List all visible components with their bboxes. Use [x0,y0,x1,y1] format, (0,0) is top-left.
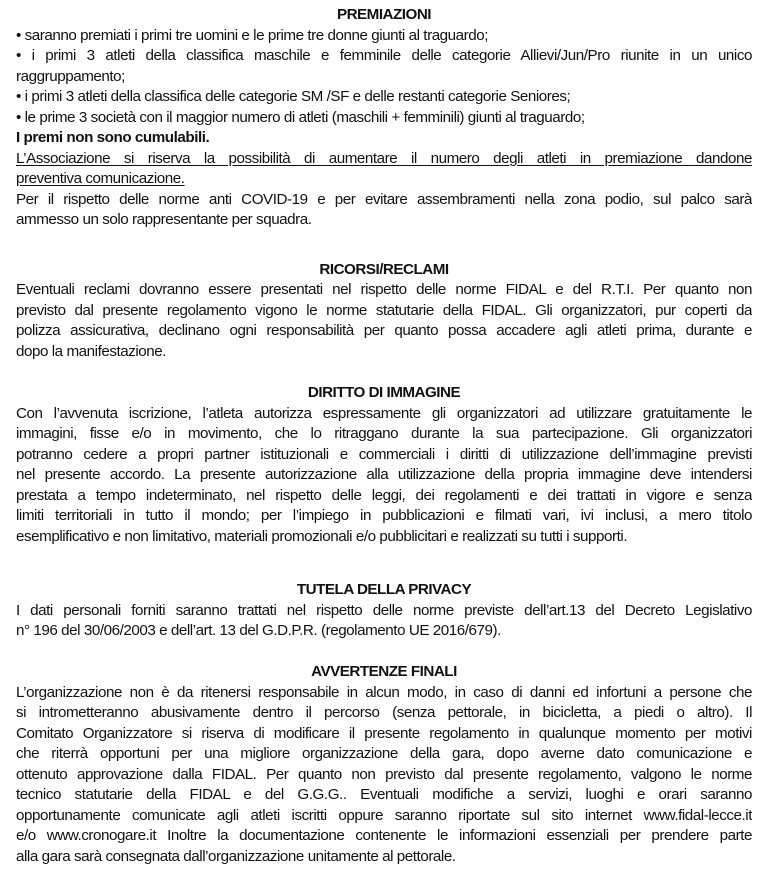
text-line: L’organizzazione non è da ritenersi responsabile in alcun modo, in caso di danni ed infortuni a persone che [16,684,752,701]
text-line: nel presente accordo. La presente autorizzazione alla utilizzazione della propria immagine deve intendersi [16,466,752,483]
section-title-ricorsi-reclami: RICORSI/RECLAMI [319,261,449,278]
list-item: • le prime 3 società con il maggior numero di atleti (maschili + femminili) giunti al traguardo; [16,109,585,126]
text-line: polizza assicurativa, declinano ogni responsabilità per quanto possa accadere agli atleti prima, durante e [16,322,752,339]
list-item: • saranno premiati i primi tre uomini e le prime tre donne giunti al traguardo; [16,27,489,44]
list-item: • i primi 3 atleti della classifica delle categorie SM /SF e delle restanti categorie Seniores; [16,88,571,105]
text-line: alla gara sarà consegnata dall’organizzazione unitamente al pettorale. [16,848,456,865]
text-line: potranno cedere a propri partner istituzionali e commerciali i diritti di utilizzazione dell’immagine previsti [16,446,752,463]
section-title-diritto-di-immagine: DIRITTO DI IMMAGINE [307,384,461,401]
underlined-text: preventiva comunicazione. [16,170,185,187]
text-line: si intrometteranno abusivamente dentro il percorso (senza pettorale, in bicicletta, a piedi o altro). Il [16,704,752,721]
text-line: Comitato Organizzatore si riserva di modificare il presente regolamento in qualunque momento per motivi [16,725,752,742]
text-line: n° 196 del 30/06/2003 e dell’art. 13 del G.D.P.R. (regolamento UE 2016/679). [16,622,501,639]
text-line: esemplificativo e non limitativo, materiali promozionali e/o pubblicitari e realizzati su tutti i supporti. [16,528,628,545]
text-line: ammesso un solo rappresentante per squadra. [16,211,312,228]
text-line: ottenuto approvazione dalla FIDAL. Per quanto non previsto dal presente regolamento, valgono le norme [16,766,752,783]
text-line: tecnico statutarie della FIDAL e del G.G.G.. Eventuali modifiche a servizi, luoghi e orari saranno [16,786,752,803]
text-line: Eventuali reclami dovranno essere presentati nel rispetto delle norme FIDAL e del R.T.I. Per quanto non [16,281,752,298]
text-line: previsto dal presente regolamento vigono le norme statutarie della FIDAL. Gli organizzatori, pur coperti da [16,302,752,319]
text-line: Con l’avvenuta iscrizione, l’atleta autorizza espressamente gli organizzatori ad utilizzare gratuitamente le [16,405,752,422]
text-line: e/o www.cronogare.it Inoltre la documentazione contenente le informazioni essenziali per prendere parte [16,827,752,844]
text-line: I dati personali forniti saranno trattati nel rispetto delle norme previste dell’art.13 del Decreto Legislativo [16,602,752,619]
text-line: raggruppamento; [16,68,125,85]
section-title-avvertenze-finali: AVVERTENZE FINALI [311,663,457,680]
underlined-text-line [16,169,752,189]
list-item: • i primi 3 atleti della classifica maschile e femminile delle categorie Allievi/Jun/Pro riunite in un unico [16,47,752,64]
section-title-premiazioni: PREMIAZIONI [336,6,432,23]
prizes-not-cumulative-note: I premi non sono cumulabili. [16,129,210,146]
section-title-tutela-della-privacy: TUTELA DELLA PRIVACY [296,581,472,598]
text-line: opportunamente comunicate agli atleti iscritti oppure saranno riportate sul sito internet www.fidal-lecce.it [16,807,752,824]
text-line: che riterrà opportuni per una migliore organizzazione della gara, dopo averne dato comunicazione e [16,745,752,762]
text-line: dopo la manifestazione. [16,343,167,360]
underlined-text-line: L’Associazione si riserva la possibilità di aumentare il numero degli atleti in premiazione dandone [16,150,752,167]
text-line: prestata a tempo indeterminato, nel rispetto delle leggi, dei regolamenti e dei trattati in vigore e senza [16,487,752,504]
text-line: limiti territoriali in tutto il mondo; per l’impiego in pubblicazioni e filmati vari, ivi inclusi, a mero titolo [16,507,752,524]
text-line: Per il rispetto delle norme anti COVID-19 e per evitare assembramenti nella zona podio, sul palco sarà [16,191,752,208]
text-line: immagini, fisse e/o in movimento, che lo ritraggano durante la sua partecipazione. Gli organizzatori [16,425,752,442]
